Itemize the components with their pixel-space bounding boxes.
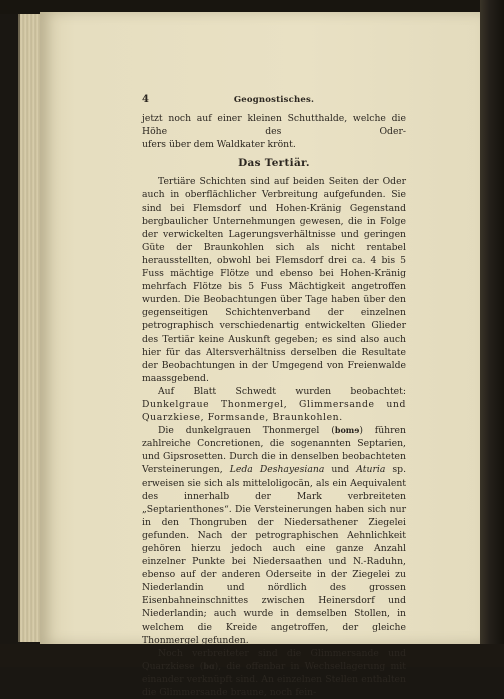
running-head: Geognostisches. [233, 95, 315, 105]
binding-shadow [480, 0, 504, 667]
paragraph-4-text-b: ), die offenbar in Wechsellagerung mit einander verknüpft sind. An einzelnen Stellen enthalten die Glimmersande braune, noch fein- [142, 660, 406, 699]
paragraph-3-text-a: Die dunkelgrauen Thonmergel ( [158, 425, 335, 437]
paragraph-2-prefix: Auf Blatt Schwedt wurden beobachtet: [158, 385, 406, 397]
paragraph-2 [142, 385, 406, 424]
fossil-name: Leda Deshayesiana [229, 464, 325, 476]
formation-symbol: bɑ [203, 660, 215, 671]
paragraph-3-text-d: sp. erweisen sie sich als mitteloligocän, als ein Aequivalent des innerhalb der Mark verbreiteten „Septarienthones“. Die Versteinerungen haben sich nur in den Thongruben der Niedersathener Ziegelei gefunden. Nach der petrographischen Aehnlichkeit gehören hierzu jedoch auch eine ganze Anzahl einzelner Punkte bei Niedersaathen und N.-Raduhn, ebenso auf der anderen Oderseite in der Ziegelei zu Niederlandin und nördlich des grossen Eisenbahneinschnittes zwischen Heinersdorf und Niederlandin; auch wurde in demselben Stollen, in welchem die Kreide angetroffen, der gleiche Thonmergel gefunden. [142, 464, 407, 646]
fossil-name: Aturia [356, 464, 386, 476]
page-number: 4 [142, 94, 149, 105]
paragraph-3 [142, 424, 406, 647]
paragraph-4-text-a: Noch verbreiteter sind die Glimmersande und Quarzkiese ( [142, 647, 406, 672]
paragraph-2-list: Dunkelgraue Thonmergel, Glimmersande und Quarzkiese, Formsande, Braunkohlen. [142, 398, 406, 424]
paragraph-4 [142, 647, 406, 699]
paragraph-1: Tertiäre Schichten sind auf beiden Seiten der Oder auch in oberflächlicher Verbreitung aufgefunden. Sie sind bei Flemsdorf und Hohen-Kränig Gegenstand bergbaulicher Unternehmungen gewesen, die in Folge der verwickelten Lagerungsverhältnisse und geringen Güte der Braunkohlen sich als nicht rentabel herausstellten, obwohl bei Flemsdorf drei ca. 4 bis 5 Fuss mächtige Flötze und ebenso bei Hohen-Kränig mehrfach Flötze bis 5 Fuss Mächtigkeit angetroffen wurden. Die Beobachtungen über Tage haben über den gegenseitigen Schichtenverband der einzelnen petrographisch verschiedenartig entwickelten Glieder des Tertiär keine Auskunft gegeben; es sind also auch hier für das Altersverhältniss derselben die Resultate der Beobachtungen in der Umgegend von Freienwalde maassgebend. [142, 176, 406, 384]
paragraph-3-text-b: ) führen zahlreiche Concretionen, die sogenannten Septarien, und Gipsrosetten. Durch die in denselben beobachteten Versteinerungen, [142, 425, 406, 476]
page-header [142, 94, 406, 106]
paragraph-3-text-c: und [324, 464, 357, 476]
section-title: Das Tertiär. [238, 157, 310, 170]
page-body [142, 112, 406, 699]
intro-line-2: ufers über dem Waldkater krönt. [142, 139, 296, 151]
intro-line-1: jetzt noch auf einer kleinen Schutthalde, welche die Höhe des Oder- [142, 113, 406, 138]
formation-symbol: bomɘ [334, 425, 360, 436]
